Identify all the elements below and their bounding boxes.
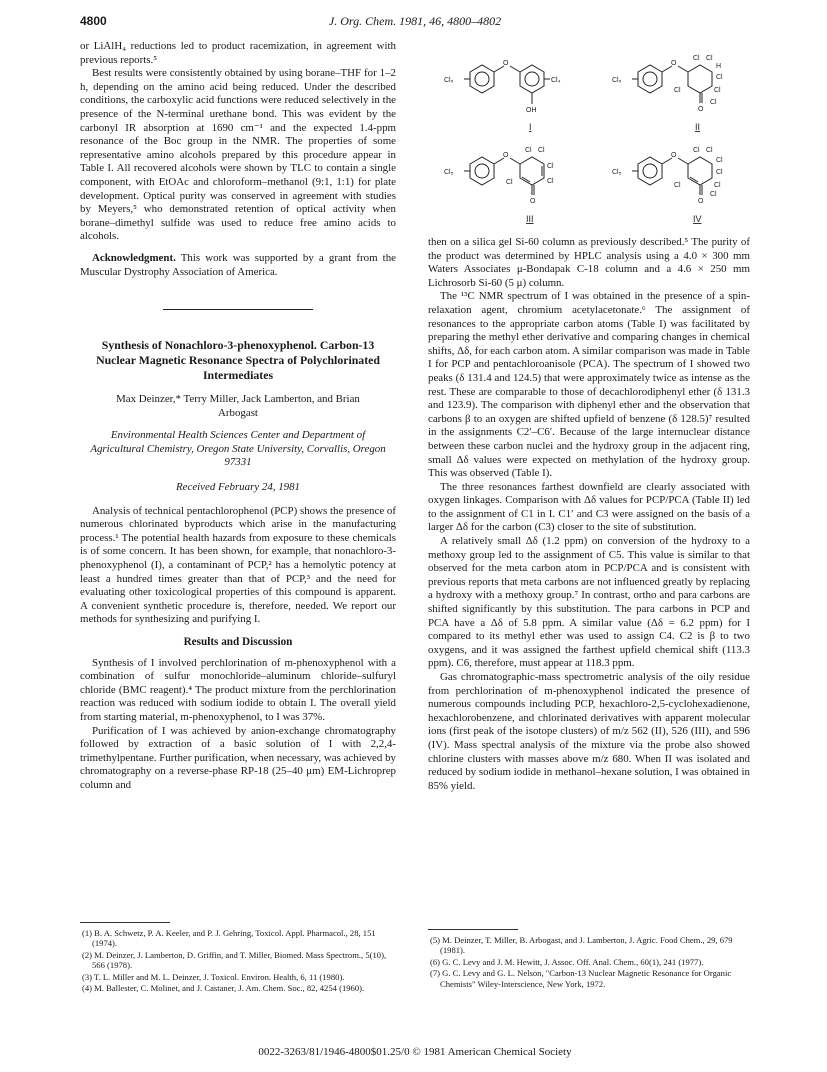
atom-label: Cl [547,163,554,170]
intro-paragraph: Analysis of technical pentachlorophenol (PCP) shows the presence of numerous chlorinated byproducts which arise in the manufacturing process.¹ The potential health hazards from exposure to these chemicals is of some concern. It has been shown, for example, that nonachloro-3-phenoxyphenol (I), a contaminant of PCP,² has a hemolytic potency at least a hundred times greater than that of PCP,³ and the need for evaluating other toxicological properties of this compound is apparent. A convenient synthetic procedure is, therefore, needed. We report our methods for synthesizing and purifying I. [80,504,396,626]
footnote: (3) T. L. Miller and M. L. Deinzer, J. Toxicol. Environ. Health, 6, 11 (1980). [82,971,345,982]
footnote: (2) M. Deinzer, J. Lamberton, D. Griffin, and T. Miller, Biomed. Mass Spectrom., 5(10), 566 (1978). [82,949,387,971]
left-column [80,40,396,793]
structure-IV [632,157,712,195]
body-paragraph: Synthesis of I involved perchlorination of m-phenoxyphenol with a combination of sulfur monochloride–aluminum chloride–sulfuryl chloride (BMC reagent).⁴ The product mixture from the perchlorination reaction was reduced with sodium iodide to obtain I. The overall yield from starting material, m-phenoxyphenol, to I was 37%. [80,656,396,723]
page-number: 4800 [80,14,107,28]
atom-label: Cl [506,179,513,186]
atom-label: Cl [706,147,713,154]
continued-paragraph: or LiAlH₄ reductions led to product racemization, in agreement with previous reports.⁵ [80,40,396,66]
atom-label: Cl₅ [612,169,622,176]
acknowledgment [80,252,396,279]
body-paragraph: A relatively small Δδ (1.2 ppm) on conversion of the hydroxy to a methoxy group led to the assignment of C5. This value is similar to that observed for the meta carbon atom in PCP/PCA and is consistent with previous reports that meta carbons are not influenced greatly by replacing a hydroxy with a methoxy group.⁷ In contrast, ortho and para carbons are shifted significantly by this substitution. The para carbons in PCP and PCA have a Δδ of 5.8 ppm. A similar value (Δδ = 6.2 ppm) for I compared to its methyl ether was used to assign C4. C2 is β to two oxygens, and it was assigned the farthest upfield chemical shift (113.3 ppm). C6, therefore, must appear at 118.3 ppm. [428,535,750,670]
atom-label: O [503,152,509,159]
atom-label: Cl [716,157,723,164]
atom-label: Cl₄ [551,77,561,84]
body-paragraph: Best results were consistently obtained by using borane–THF for 1–2 h, depending on the amino acid being reduced. Under the described conditions, the carboxylic acid functions were reduced selectively in the presence of the N-terminal urethane bond. This was evident by the carbonyl IR absorption at 1690 cm⁻¹ and the expected 1.4-ppm resonance of the Boc group in the NMR. The properties of some representative amino alcohols prepared by this procedure appear in Table I. All recovered alcohols were shown by TLC to contain a single component, with EtOAc and chloroform–methanol (9:1, 1:1) for plate development. Optical purity was conserved in agreement with studies by Meyers,⁵ who demonstrated retention of optical activity when borane–dimethyl sulfide was used to reduce free amino acids to alcohols. [80,67,396,243]
article-authors: Max Deinzer,* Terry Miller, Jack Lamberton, and Brian Arbogast [116,393,360,419]
structures-svg [430,46,752,232]
atom-label: Cl [693,147,700,154]
atom-label: Cl [716,169,723,176]
acknowledgment-label: Acknowledgment. [92,251,176,264]
body-paragraph: The ¹³C NMR spectrum of I was obtained in the presence of a spin-relaxation agent, chromium acetylacetonate.⁶ The assignment of resonances to the appropriate carbon atoms (Table I) was facilitated by preparing the methyl ether derivative and comparing changes in chemical shifts, Δδ, for each carbon atom. A similar comparison was made in Table I for PCP and pentachloroanisole (PCA). The spectrum of I showed two peaks (δ 131.4 and 124.5) that were approximately twice as intense as the rest. These are comparable to those of decachlorodiphenyl ether (δ 131.3 and 123.9). The comparison with diphenyl ether and the observation that carbons β to an oxygen are shifted upfield of benzene (δ 128.5)⁷ resulted in the assignments C2′–C6′. Because of the large internuclear distance between these carbon nuclei and the hydroxy group in the adjacent ring, small Δδ values were expected on methylation of the hydroxy group. This was observed (Table I). [428,290,750,480]
atom-label: Cl₅ [444,169,454,176]
atom-label: Cl [674,87,681,94]
atom-label: O [503,60,509,67]
author-affiliation: Environmental Health Sciences Center and Department of Agricultural Chemistry, Oregon State University, Corvallis, Oregon 97331 [90,429,386,469]
structure-label-IV: IV [693,214,702,224]
acknowledgment-text: This work was supported by a grant from the Muscular Dystrophy Association of America. [80,251,396,278]
journal-citation: J. Org. Chem. 1981, 46, 4800–4802 [328,14,502,28]
footnote: (4) M. Ballester, C. Molinet, and J. Castaner, J. Am. Chem. Soc., 82, 4254 (1960). [82,983,365,994]
atom-label: O [698,106,704,113]
atom-label: Cl [714,182,721,189]
atom-label: O [671,152,677,159]
footnote: (5) M. Deinzer, T. Miller, B. Arbogast, and J. Lamberton, J. Agric. Food Chem., 29, 679 (1981). [430,935,733,956]
body-paragraph: then on a silica gel Si-60 column as previously described.⁵ The purity of the product was determined by HPLC analysis using a 4.0 × 300 mm Waters Associates μ-Bondapak C-18 column and a 4.6 × 250 mm Lichrosorb Si-60 (5 μ) column. [428,236,750,289]
structure-label-I: I [529,122,532,132]
structure-I [464,65,550,104]
atom-label: Cl [710,191,717,198]
body-paragraph: Purification of I was achieved by anion-exchange chromatography followed by extraction of a basic solution of I with 2,2,4-trimethylpentane. Further purification, when necessary, was achieved by chromatography on a reverse-phase RP-18 (25–40 μm) EM-Lichroprep column and [80,724,396,791]
atom-label: Cl [538,147,545,154]
section-heading: Results and Discussion [183,636,293,648]
footnote: (1) B. A. Schwetz, P. A. Keeler, and P. J. Gehring, Toxicol. Appl. Pharmacol., 28, 151 (1974). [82,928,376,949]
article-title: Synthesis of Nonachloro-3-phenoxyphenol. Carbon-13 Nuclear Magnetic Resonance Spectra of Polychlorinated Intermediates [96,338,380,383]
atom-label: OH [526,107,537,114]
atom-label: Cl [706,55,713,62]
atom-label: Cl [525,147,532,154]
footnote: (7) G. C. Levy and G. L. Nelson, "Carbon-13 Nuclear Magnetic Resonance for Organic Chemists" Wiley-Interscience, New York, 1972. [430,968,732,989]
page-header [80,14,750,32]
footnotes-right [428,935,750,990]
atom-label: O [530,198,536,205]
footnotes-left [80,928,396,994]
structure-III [464,157,544,195]
article-divider [163,309,313,310]
atom-label: Cl [714,87,721,94]
atom-label: Cl₅ [612,77,622,84]
atom-label: O [698,198,704,205]
structure-label-II: II [695,122,701,132]
received-date: Received February 24, 1981 [176,481,300,494]
atom-label: Cl [716,74,723,81]
atom-label: Cl₅ [444,77,454,84]
chemical-structures-figure [430,46,752,232]
atom-label: Cl [710,99,717,106]
body-paragraph: Gas chromatographic-mass spectrometric analysis of the oily residue from perchlorination of m-phenoxyphenol indicated the presence of numerous compounds including PCP, hexachloro-2,5-cyclohexadienone, hexachlorobenzene, and chlorinated derivatives with apparent molecular ions (first peak of the isotope clusters) of m/z 562 (II), 526 (III), and 596 (IV). Mass spectral analysis of the mixture via the probe also showed chlorine clusters with masses above m/z 680. When II was isolated and reduced by sodium iodide in methanol–hexane solution, I was obtained in 85% yield. [428,671,750,792]
right-column [428,236,750,793]
footnote: (6) G. C. Levy and J. M. Hewitt, J. Assoc. Off. Anal. Chem., 60(1), 241 (1977). [430,956,704,967]
structure-label-III: III [526,214,534,224]
atom-label: Cl [693,55,700,62]
structure-II [632,65,712,103]
footnote-rule [428,929,518,930]
copyright-footer: 0022-3263/81/1946-4800$01.25/0 © 1981 American Chemical Society [258,1046,572,1058]
body-paragraph: The three resonances farthest downfield are clearly associated with oxygen linkages. Comparison with Δδ values for PCP/PCA (Table II) led to the assignment of C1 in I. C1′ and C3 were assigned on the basis of a larger Δδ for the carbon (C3) closer to the site of substitution. [428,480,750,534]
atom-label: Cl [547,178,554,185]
footnote-rule [80,922,170,923]
atom-label: H [716,63,722,70]
atom-label: O [671,60,677,67]
atom-label: Cl [674,182,681,189]
